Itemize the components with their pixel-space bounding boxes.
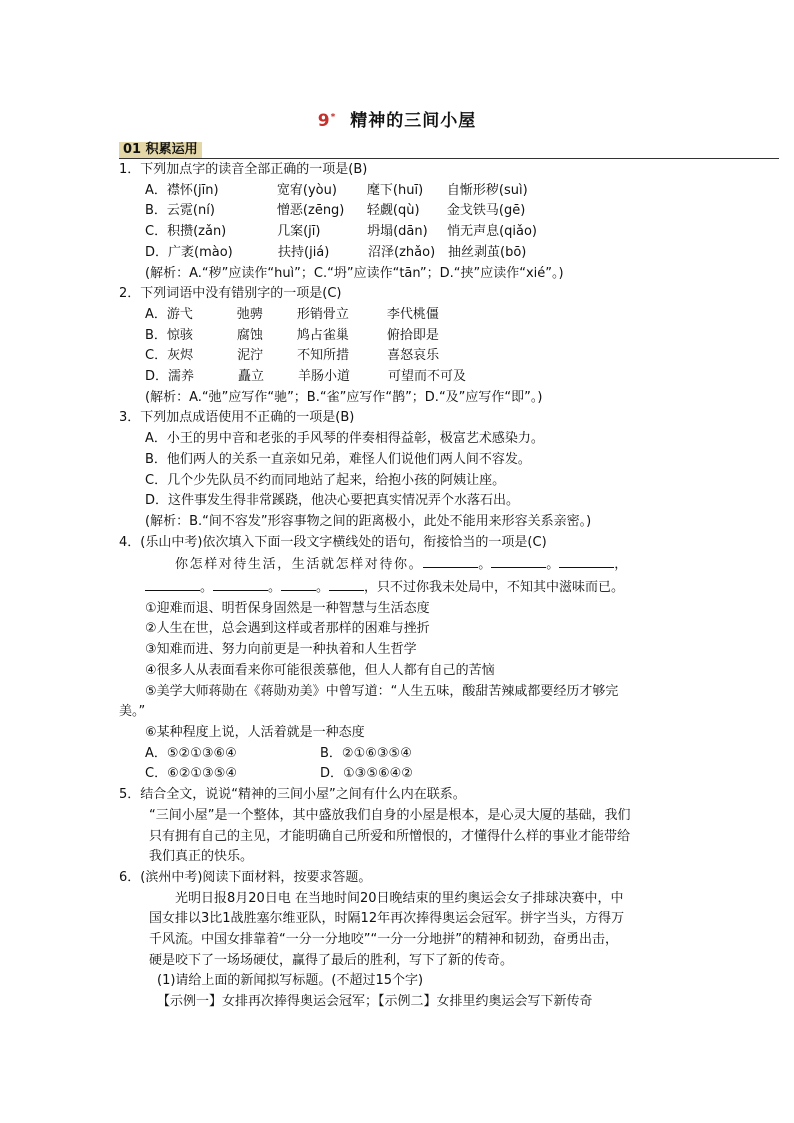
q6-material-line2: 国女排以3比1战胜塞尔维亚队，时隔12年再次捧得奥运会冠军。拼字当头，方得万 — [149, 911, 625, 927]
q1-option-a: A．襟怀(jīn) 宽宥(yòu) 麾下(huī) 自惭形秽(suì) — [145, 182, 528, 198]
q1-analysis: (解析：A.“秽”应读作“huì”；C.“坍”应读作“tān”；D.“挟”应读作“xié”。) — [145, 265, 564, 281]
section-label: 01 积累运用 — [119, 142, 202, 158]
q4-sentence-2: ②人生在世，总会遇到这样或者那样的困难与挫折 — [145, 621, 430, 637]
q6-sub1-examples: 【示例一】女排再次捧得奥运会冠军；【示例二】女排里约奥运会写下新传奇 — [157, 994, 593, 1010]
blank[interactable] — [281, 576, 316, 591]
q4-choices-cd: C．⑥②①③⑤④ D．①③⑤⑥④② — [145, 766, 413, 782]
q4-sentence-1: ①迎难而退、明哲保身固然是一种智慧与生活态度 — [145, 600, 430, 616]
blank[interactable] — [491, 553, 546, 568]
q1-stem: 1．下列加点字的读音全部正确的一项是(B) — [119, 162, 368, 177]
q1-option-b: B．云霓(ní) 憎恶(zēng) 轻觑(qù) 金戈铁马(gē) — [145, 203, 526, 219]
q6-sub1-prompt: (1)请给上面的新闻拟写标题。(不超过15个字) — [157, 973, 424, 989]
q6-material-line4: 硬是咬下了一场场硬仗，赢得了最后的胜利，写下了新的传奇。 — [149, 952, 514, 968]
blank[interactable] — [329, 576, 364, 591]
lesson-title — [0, 106, 794, 131]
blank[interactable] — [423, 553, 478, 568]
blank[interactable] — [145, 576, 200, 591]
section-divider — [119, 158, 779, 159]
q5-answer-line2: 只有拥有自己的主见，才能明确自己所爱和所憎恨的，才懂得什么样的事业才能带给 — [149, 828, 631, 844]
q3-option-c: C．几个少先队员不约而同地站了起来，给抱小孩的阿姨让座。 — [145, 472, 506, 488]
q2-analysis: (解析：A.“弛”应写作“驰”；B.“雀”应写作“鹊”；D.“及”应写作“即”。) — [145, 389, 543, 405]
section-header — [119, 142, 779, 158]
q2-option-d: D．濡养 矗立 羊肠小道 可望而不可及 — [145, 369, 467, 385]
q3-option-d: D．这件事发生得非常蹊跷，他决心要把真实情况弄个水落石出。 — [145, 493, 520, 509]
q4-sentence-5-cont: 美。” — [119, 704, 146, 720]
q3-option-b: B．他们两人的关系一直亲如兄弟，难怪人们说他们两人间不容发。 — [145, 451, 531, 467]
q4-passage-line2: 。 。 。 ，只不过你我未处局中，不知其中滋味而已。 — [119, 576, 679, 599]
q5-answer-line1: “三间小屋”是一个整体，其中盛放我们自身的小屋是根本，是心灵大厦的基础，我们 — [149, 807, 631, 823]
q2-option-a: A．游弋 弛骋 形销骨立 李代桃僵 — [145, 306, 439, 322]
q4-sentence-3: ③知难而进、努力向前更是一种执着和人生哲学 — [145, 642, 417, 658]
q5-answer-line3: 我们真正的快乐。 — [149, 849, 254, 865]
q2-stem: 2．下列词语中没有错别字的一项是(C) — [119, 286, 342, 302]
q6-material-line3: 千风流。中国女排靠着“一分一分地咬”“一分一分地拼”的精神和韧劲，奋勇出击， — [149, 932, 618, 948]
lesson-title-text: 精神的三间小屋 — [350, 111, 477, 131]
lesson-number: 9* — [317, 111, 337, 131]
q6-stem: 6．(滨州中考)阅读下面材料，按要求答题。 — [119, 869, 372, 885]
q4-sentence-6: ⑥某种程度上说，人活着就是一种态度 — [145, 724, 365, 740]
q1-option-c: C．积攒(zǎn) 几案(jī) 坍塌(dān) 悄无声息(qiǎo) — [145, 224, 538, 240]
q4-sentence-4: ④很多人从表面看来你可能很羡慕他，但人人都有自己的苦恼 — [145, 662, 495, 678]
blank[interactable] — [213, 576, 268, 591]
q1-option-d: D．广袤(mào) 扶持(jiá) 沼泽(zhǎo) 抽丝剥茧(bō) — [145, 244, 527, 260]
q2-option-c: C．灰烬 泥泞 不知所措 喜怒哀乐 — [145, 348, 440, 364]
q4-choices-ab: A．⑤②①③⑥④ B．②①⑥③⑤④ — [145, 745, 412, 761]
q4-stem: 4．(乐山中考)依次填入下面一段文字横线处的语句，衔接恰当的一项是(C) — [119, 534, 547, 550]
blank[interactable] — [559, 553, 614, 568]
q4-sentence-5: ⑤美学大师蒋勋在《蒋勋劝美》中曾写道：“人生五味，酸甜苦辣咸都要经历才够完 — [145, 683, 619, 699]
q4-passage-line1: 你怎样对待生活，生活就怎样对待你。 。 。 ， — [119, 553, 679, 576]
exercise-content — [119, 160, 679, 1013]
q5-stem: 5．结合全文，说说“精神的三间小屋”之间有什么内在联系。 — [119, 787, 466, 803]
q3-option-a: A．小王的男中音和老张的手风琴的伴奏相得益彰，极富艺术感染力。 — [145, 431, 544, 447]
q3-analysis: (解析：B.“间不容发”形容事物之间的距离极小，此处不能用来形容关系亲密。) — [145, 513, 592, 529]
q2-option-b: B．惊骇 腐蚀 鸠占雀巢 俯拾即是 — [145, 327, 439, 343]
q6-material-line1: 光明日报8月20日电 在当地时间20日晚结束的里约奥运会女子排球决赛中，中 — [175, 890, 624, 906]
q3-stem: 3．下列加点成语使用不正确的一项是(B) — [119, 410, 355, 426]
